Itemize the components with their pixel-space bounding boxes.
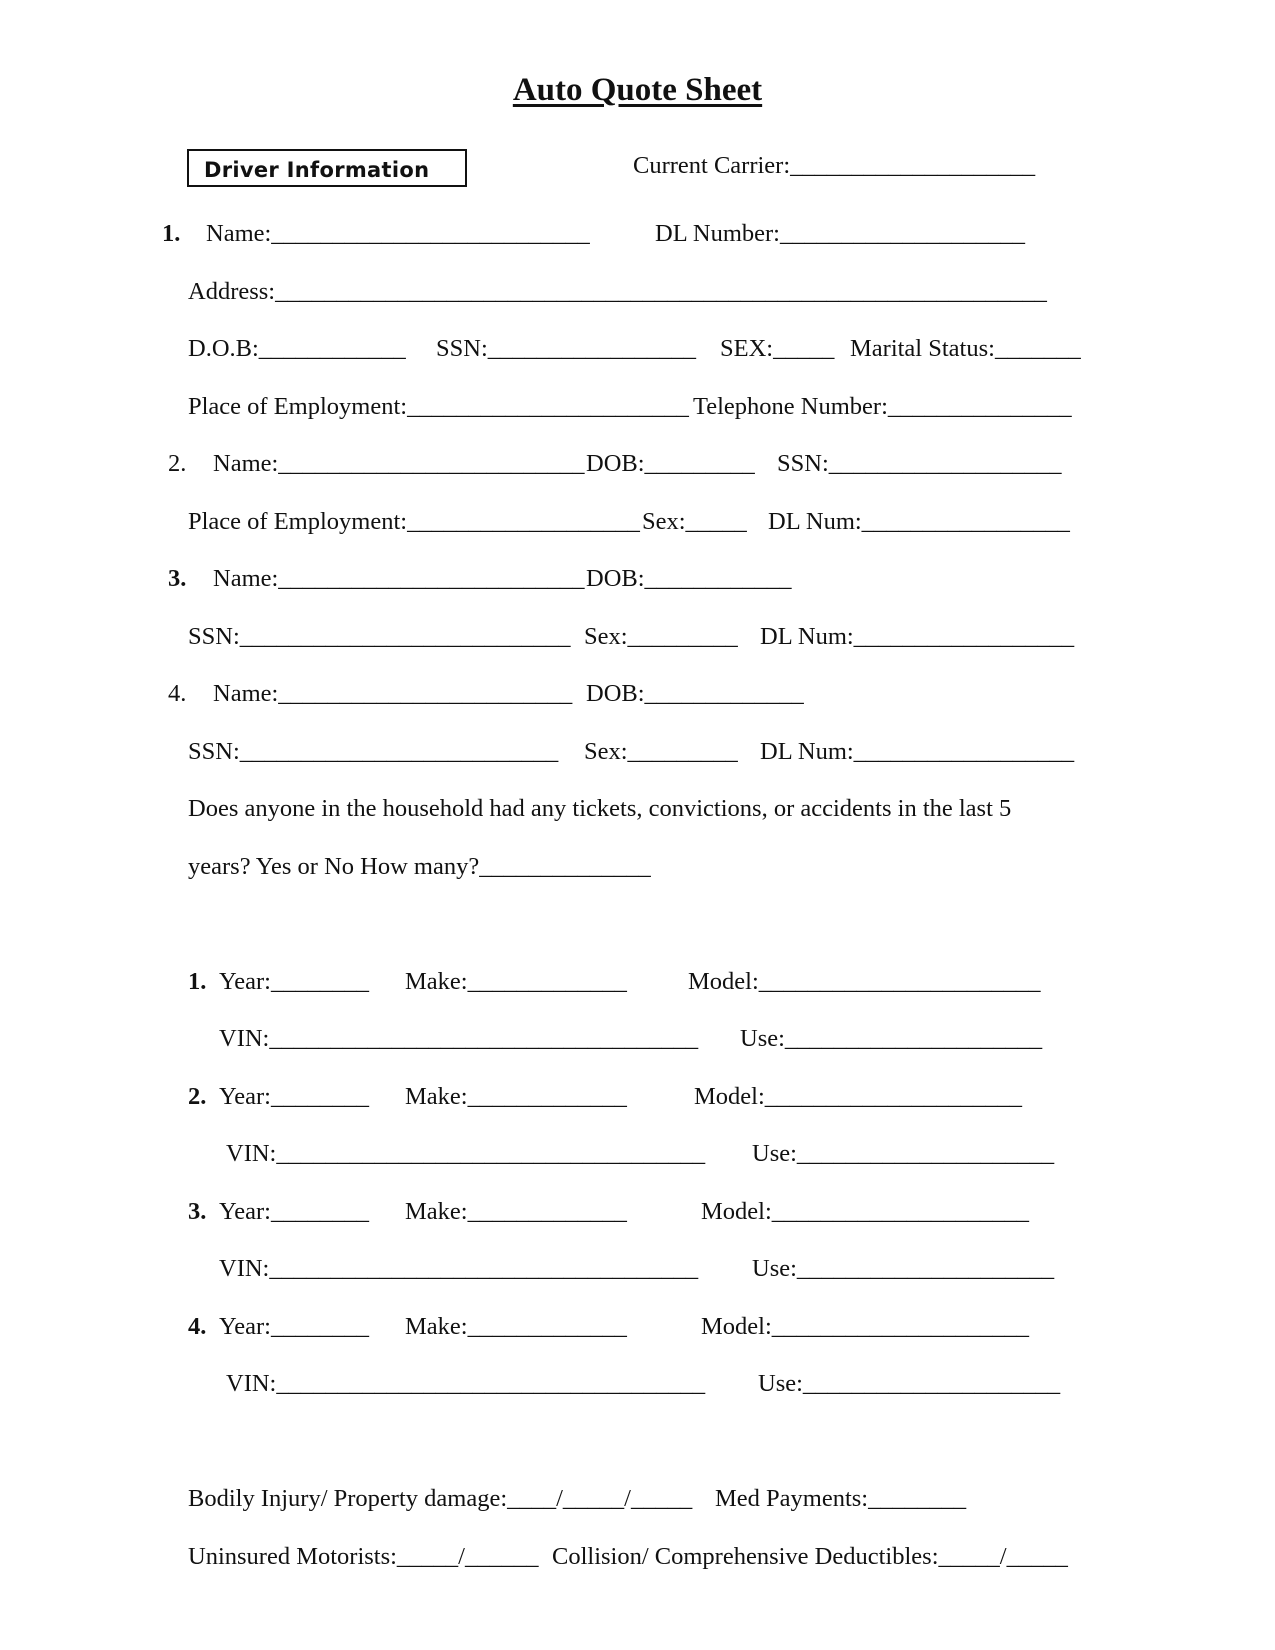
driver-1-number: 1. (162, 220, 181, 247)
vehicle-1-vin-field[interactable]: VIN:___________________________________ (219, 1025, 699, 1052)
bodily-injury-property-damage-field[interactable]: Bodily Injury/ Property damage:____/_____/_____ (188, 1485, 693, 1512)
vehicle-2-year-field[interactable]: Year:________ (219, 1083, 369, 1110)
violations-question: Does anyone in the household had any tickets, convictions, or accidents in the last 5 (188, 795, 1012, 822)
driver-1-telephone-field[interactable]: Telephone Number:_______________ (693, 393, 1072, 420)
vehicle-2-model-field[interactable]: Model:_____________________ (694, 1083, 1023, 1110)
driver-1-marital-status-field[interactable]: Marital Status:_______ (850, 335, 1081, 362)
driver-1-name-field[interactable]: Name:__________________________ (206, 220, 590, 247)
driver-4-dl-num-field[interactable]: DL Num:__________________ (760, 738, 1075, 765)
violations-answer-line[interactable]: years? Yes or No How many?______________ (188, 853, 651, 880)
current-carrier-field[interactable]: Current Carrier:____________________ (633, 152, 1036, 179)
vehicle-4-number: 4. (188, 1313, 207, 1340)
vehicle-1-year-field[interactable]: Year:________ (219, 968, 369, 995)
driver-2-number: 2. (168, 450, 187, 477)
driver-4-number: 4. (168, 680, 187, 707)
driver-1-sex-field[interactable]: SEX:_____ (720, 335, 835, 362)
driver-1-employment-field[interactable]: Place of Employment:_______________________ (188, 393, 689, 420)
vehicle-1-number: 1. (188, 968, 207, 995)
vehicle-3-year-field[interactable]: Year:________ (219, 1198, 369, 1225)
driver-4-name-field[interactable]: Name:________________________ (213, 680, 573, 707)
driver-2-dl-num-field[interactable]: DL Num:_________________ (768, 508, 1070, 535)
vehicle-2-vin-field[interactable]: VIN:___________________________________ (226, 1140, 706, 1167)
vehicle-3-number: 3. (188, 1198, 207, 1225)
driver-3-sex-field[interactable]: Sex:_________ (584, 623, 738, 650)
driver-1-dob-field[interactable]: D.O.B:____________ (188, 335, 406, 362)
driver-2-ssn-field[interactable]: SSN:___________________ (777, 450, 1062, 477)
driver-3-dl-num-field[interactable]: DL Num:__________________ (760, 623, 1075, 650)
vehicle-1-use-field[interactable]: Use:_____________________ (740, 1025, 1043, 1052)
driver-2-dob-field[interactable]: DOB:_________ (586, 450, 755, 477)
vehicle-4-make-field[interactable]: Make:_____________ (405, 1313, 627, 1340)
driver-2-name-field[interactable]: Name:_________________________ (213, 450, 585, 477)
vehicle-3-vin-field[interactable]: VIN:___________________________________ (219, 1255, 699, 1282)
vehicle-1-make-field[interactable]: Make:_____________ (405, 968, 627, 995)
driver-3-dob-field[interactable]: DOB:____________ (586, 565, 792, 592)
driver-1-ssn-field[interactable]: SSN:_________________ (436, 335, 697, 362)
page-title: Auto Quote Sheet (512, 72, 763, 108)
driver-2-sex-field[interactable]: Sex:_____ (642, 508, 747, 535)
vehicle-2-make-field[interactable]: Make:_____________ (405, 1083, 627, 1110)
vehicle-4-use-field[interactable]: Use:_____________________ (758, 1370, 1061, 1397)
driver-3-name-field[interactable]: Name:_________________________ (213, 565, 585, 592)
driver-4-sex-field[interactable]: Sex:_________ (584, 738, 738, 765)
driver-2-employment-field[interactable]: Place of Employment:___________________ (188, 508, 640, 535)
vehicle-3-use-field[interactable]: Use:_____________________ (752, 1255, 1055, 1282)
driver-3-number: 3. (168, 565, 187, 592)
vehicle-3-model-field[interactable]: Model:_____________________ (701, 1198, 1030, 1225)
collision-comprehensive-deductibles-field[interactable]: Collision/ Comprehensive Deductibles:_____/_____ (552, 1543, 1068, 1570)
driver-1-dl-number-field[interactable]: DL Number:____________________ (655, 220, 1025, 247)
driver-4-dob-field[interactable]: DOB:_____________ (586, 680, 804, 707)
driver-4-ssn-field[interactable]: SSN:__________________________ (188, 738, 559, 765)
med-payments-field[interactable]: Med Payments:________ (715, 1485, 967, 1512)
vehicle-3-make-field[interactable]: Make:_____________ (405, 1198, 627, 1225)
vehicle-1-model-field[interactable]: Model:_______________________ (688, 968, 1041, 995)
vehicle-2-use-field[interactable]: Use:_____________________ (752, 1140, 1055, 1167)
vehicle-4-model-field[interactable]: Model:_____________________ (701, 1313, 1030, 1340)
vehicle-4-vin-field[interactable]: VIN:___________________________________ (226, 1370, 706, 1397)
driver-3-ssn-field[interactable]: SSN:___________________________ (188, 623, 571, 650)
driver-1-address-field[interactable]: Address:_______________________________________________________________ (188, 278, 1047, 305)
vehicle-2-number: 2. (188, 1083, 207, 1110)
vehicle-4-year-field[interactable]: Year:________ (219, 1313, 369, 1340)
driver-information-label: Driver Information (187, 149, 467, 187)
uninsured-motorists-field[interactable]: Uninsured Motorists:_____/______ (188, 1543, 539, 1570)
